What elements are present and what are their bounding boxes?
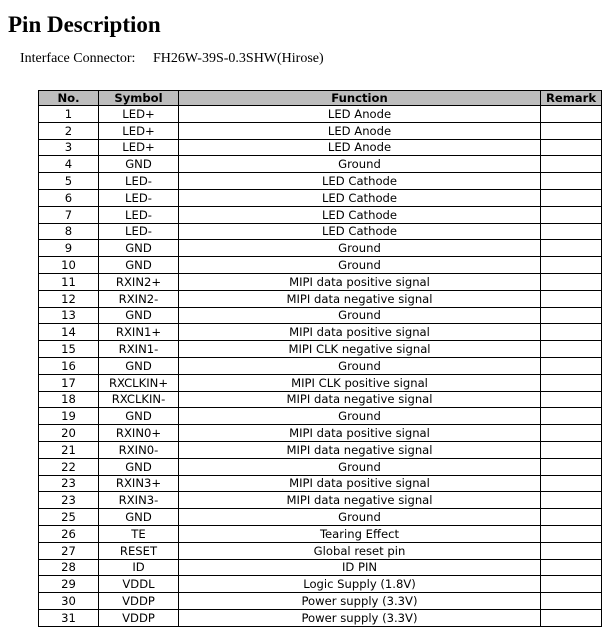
pin-symbol-cell: RXIN1- [99,341,179,358]
table-row [39,357,602,374]
pin-symbol-cell: TE [99,525,179,542]
pin-number-cell: 26 [39,525,99,542]
table-row [39,122,602,139]
pin-remark-cell [541,307,602,324]
page-title: Pin Description [8,12,161,37]
pin-number-cell: 23 [39,475,99,492]
interface-connector-label: Interface Connector: [20,51,136,66]
table-row [39,139,602,156]
pin-symbol-cell: VDDP [99,609,179,626]
pin-function-cell: Tearing Effect [179,525,541,542]
pin-number-cell: 9 [39,240,99,257]
table-row [39,609,602,626]
pin-remark-cell [541,609,602,626]
table-row [39,206,602,223]
table-row [39,189,602,206]
pin-number-cell: 12 [39,290,99,307]
table-row [39,173,602,190]
pin-number-cell: 13 [39,307,99,324]
pin-function-cell: LED Cathode [179,173,541,190]
header-symbol: Symbol [99,91,179,106]
interface-connector-line [20,49,324,69]
pin-symbol-cell: RESET [99,542,179,559]
pin-remark-cell [541,273,602,290]
pin-remark-cell [541,156,602,173]
pin-remark-cell [541,559,602,576]
pin-symbol-cell: GND [99,257,179,274]
table-row [39,525,602,542]
pin-symbol-cell: LED- [99,223,179,240]
pin-number-cell: 6 [39,189,99,206]
table-row [39,106,602,123]
pin-remark-cell [541,458,602,475]
pin-number-cell: 5 [39,173,99,190]
pin-symbol-cell: RXIN1+ [99,324,179,341]
table-row [39,391,602,408]
table-row [39,156,602,173]
pin-symbol-cell: LED+ [99,106,179,123]
pin-function-cell: Global reset pin [179,542,541,559]
pin-remark-cell [541,106,602,123]
pin-remark-cell [541,257,602,274]
table-row [39,509,602,526]
pin-function-cell: Ground [179,408,541,425]
pin-function-cell: Power supply (3.3V) [179,609,541,626]
pin-remark-cell [541,189,602,206]
pin-remark-cell [541,525,602,542]
pin-function-cell: MIPI data positive signal [179,273,541,290]
pin-function-cell: Power supply (3.3V) [179,593,541,610]
pin-function-cell: Ground [179,509,541,526]
pin-remark-cell [541,593,602,610]
table-row [39,425,602,442]
pin-number-cell: 28 [39,559,99,576]
pin-number-cell: 15 [39,341,99,358]
pin-number-cell: 21 [39,441,99,458]
table-row [39,542,602,559]
pin-number-cell: 3 [39,139,99,156]
pin-number-cell: 30 [39,593,99,610]
pin-number-cell: 31 [39,609,99,626]
pin-symbol-cell: LED- [99,206,179,223]
table-row [39,273,602,290]
table-row [39,475,602,492]
pin-function-cell: MIPI data positive signal [179,475,541,492]
pin-symbol-cell: GND [99,307,179,324]
pin-function-cell: LED Anode [179,139,541,156]
pin-number-cell: 10 [39,257,99,274]
pin-symbol-cell: RXIN3+ [99,475,179,492]
pin-function-cell: MIPI CLK negative signal [179,341,541,358]
pin-number-cell: 23 [39,492,99,509]
pin-number-cell: 25 [39,509,99,526]
pin-remark-cell [541,425,602,442]
pin-number-cell: 27 [39,542,99,559]
pin-symbol-cell: VDDL [99,576,179,593]
pin-symbol-cell: RXIN0+ [99,425,179,442]
table-row [39,492,602,509]
pin-remark-cell [541,122,602,139]
pin-remark-cell [541,290,602,307]
table-row [39,559,602,576]
table-row [39,223,602,240]
pin-function-cell: MIPI CLK positive signal [179,374,541,391]
pin-function-cell: Ground [179,257,541,274]
pin-symbol-cell: GND [99,156,179,173]
pin-function-cell: MIPI data positive signal [179,425,541,442]
pin-number-cell: 19 [39,408,99,425]
header-function: Function [179,91,541,106]
pin-remark-cell [541,509,602,526]
pin-remark-cell [541,391,602,408]
pin-number-cell: 20 [39,425,99,442]
pin-function-cell: Ground [179,240,541,257]
pin-remark-cell [541,139,602,156]
pin-function-cell: Ground [179,156,541,173]
table-row [39,374,602,391]
table-header-row [39,91,602,106]
pin-remark-cell [541,492,602,509]
pin-remark-cell [541,408,602,425]
pin-symbol-cell: RXIN0- [99,441,179,458]
pin-number-cell: 18 [39,391,99,408]
pin-function-cell: LED Cathode [179,189,541,206]
header-no: No. [39,91,99,106]
pin-remark-cell [541,223,602,240]
pin-symbol-cell: GND [99,458,179,475]
pin-symbol-cell: RXCLKIN- [99,391,179,408]
pin-function-cell: Logic Supply (1.8V) [179,576,541,593]
table-row [39,593,602,610]
table-row [39,240,602,257]
pin-number-cell: 1 [39,106,99,123]
pin-symbol-cell: GND [99,509,179,526]
pin-number-cell: 29 [39,576,99,593]
pin-number-cell: 14 [39,324,99,341]
pin-function-cell: MIPI data negative signal [179,441,541,458]
pin-function-cell: MIPI data negative signal [179,391,541,408]
pin-remark-cell [541,357,602,374]
pin-remark-cell [541,173,602,190]
pin-symbol-cell: LED+ [99,139,179,156]
pin-remark-cell [541,341,602,358]
pin-remark-cell [541,475,602,492]
pin-symbol-cell: GND [99,240,179,257]
pin-number-cell: 8 [39,223,99,240]
table-row [39,441,602,458]
pin-function-cell: LED Anode [179,106,541,123]
pin-number-cell: 4 [39,156,99,173]
pin-remark-cell [541,576,602,593]
pin-function-cell: ID PIN [179,559,541,576]
table-row [39,576,602,593]
pin-symbol-cell: GND [99,408,179,425]
pin-symbol-cell: VDDP [99,593,179,610]
table-row [39,307,602,324]
pin-description-table [38,90,602,627]
table-row [39,408,602,425]
pin-number-cell: 11 [39,273,99,290]
pin-remark-cell [541,240,602,257]
table-body [39,106,602,627]
pin-function-cell: LED Cathode [179,223,541,240]
pin-remark-cell [541,542,602,559]
table-row [39,341,602,358]
pin-function-cell: Ground [179,307,541,324]
pin-number-cell: 22 [39,458,99,475]
pin-remark-cell [541,374,602,391]
pin-number-cell: 7 [39,206,99,223]
pin-symbol-cell: LED+ [99,122,179,139]
pin-number-cell: 2 [39,122,99,139]
pin-function-cell: Ground [179,458,541,475]
table-row [39,458,602,475]
table-row [39,290,602,307]
pin-remark-cell [541,206,602,223]
pin-function-cell: Ground [179,357,541,374]
pin-symbol-cell: RXIN2+ [99,273,179,290]
pin-number-cell: 16 [39,357,99,374]
table-row [39,324,602,341]
pin-remark-cell [541,324,602,341]
pin-symbol-cell: LED- [99,189,179,206]
header-remark: Remark [541,91,602,106]
pin-remark-cell [541,441,602,458]
pin-symbol-cell: ID [99,559,179,576]
pin-function-cell: MIPI data negative signal [179,492,541,509]
pin-symbol-cell: GND [99,357,179,374]
pin-symbol-cell: RXIN3- [99,492,179,509]
pin-symbol-cell: LED- [99,173,179,190]
pin-number-cell: 17 [39,374,99,391]
interface-connector-value: FH26W-39S-0.3SHW(Hirose) [152,51,324,66]
pin-function-cell: MIPI data negative signal [179,290,541,307]
pin-function-cell: MIPI data positive signal [179,324,541,341]
pin-function-cell: LED Anode [179,122,541,139]
table-row [39,257,602,274]
pin-symbol-cell: RXCLKIN+ [99,374,179,391]
pin-function-cell: LED Cathode [179,206,541,223]
pin-symbol-cell: RXIN2- [99,290,179,307]
